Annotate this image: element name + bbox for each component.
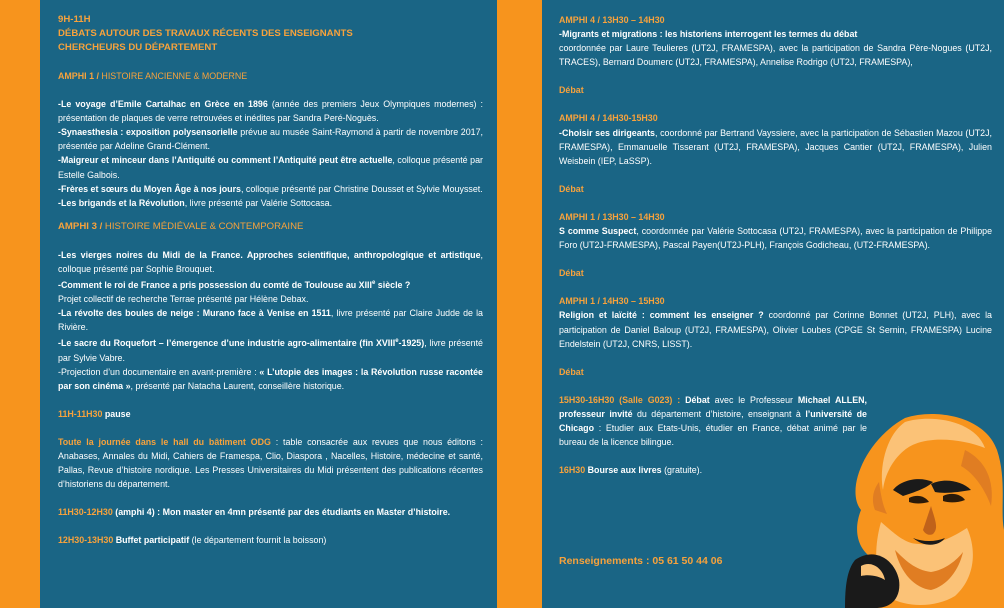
middle-orange-stripe [497,0,542,608]
book-fair: 16H30 Bourse aux livres (gratuite). [559,465,703,476]
hall-info: Toute la journée dans le hall du bâtiment ODG : table consacrée aux revues que nous éditons : Anabases, Annales du Midi, Cahiers de Framespa, Clio, Diaspora , Nacelles, Histoire, médecine et santé, Pallas, Revue d’histoire nordique. Les Presses Universitaires du Midi présentent des publications récentes d’historiens du département. [58,436,483,490]
amphi3-item: -La révolte des boules de neige : Murano face à Venise en 1511, livre présenté par Claire Judde de la Rivière. [58,308,483,333]
master-slot: 11H30-12H30 (amphi 4) : Mon master en 4mn présenté par des étudiants en Master d’histoire. [58,507,451,518]
amphi3-item: -Projection d’un documentaire en avant-première : « L’utopie des images : la Révolution russe racontée par son cinéma », présenté par Natacha Laurent, conseillère historique. [58,366,483,391]
session-suspect-heading: AMPHI 1 / 13H30 – 14H30 [559,211,665,222]
morning-time: 9H-11H [58,14,91,25]
pause-slot: 11H-11H30 pause [58,408,131,419]
session-religion-heading: AMPHI 1 / 14H30 – 15H30 [559,296,665,307]
contact-phone: Renseignements : 05 61 50 44 06 [559,555,723,567]
session-migrants-heading: AMPHI 4 / 13H30 – 14H30 [559,15,665,25]
debat-label: Débat [559,183,584,194]
session-suspect-body: S comme Suspect, coordonnée par Valérie Sottocasa (UT2J, FRAMESPA), avec la participation de Philippe Foro (UT2J-FRAMESPA), Pascal Payen(UT2J-PLH), François Godicheau, (UT2-FRAMESPA). [559,226,992,251]
session-religion-body: Religion et laïcité : comment les enseigner ? coordonné par Corinne Bonnet (UT2J, PLH), avec la participation de Daniel Baloup (UT2J, FRAMESPA), Olivier Loubes (CPGE St Sernin, FRAMESPA) Lucine Endelstein (UT2J, CNRS, LISST). [559,310,992,349]
session-migrants-body: -Migrants et migrations : les historiens interrogent les termes du débat coordonnée par Laure Teulieres (UT2J, FRAMESPA), avec la participation de Sandra Père-Nogues (UT2J, TRACES), Bernard Doumerc (UT2J, FRAMESPA), Annelise Rodrigo (UT2J, FRAMESPA), [559,29,992,68]
amphi1-item: -Le voyage d’Emile Cartalhac en Grèce en 1896 (année des premiers Jeux Olympiques modernes) : présentation de plaques de verre retrouvées et inédites par Sandra Peré-Noguès. [58,99,484,124]
amphi3-item: -Les vierges noires du Midi de la France. Approches scientifique, anthropologique et artistique, colloque présenté par Sophie Brouquet. [58,249,483,275]
amphi1-item: -Maigreur et minceur dans l’Antiquité ou comment l’Antiquité peut être actuelle, colloque présenté par Estelle Galbois. [58,155,483,180]
session-dirigeants-heading: AMPHI 4 / 14H30-15H30 [559,113,658,124]
section-heading-line2: CHERCHEURS DU DÉPARTEMENT [58,42,218,53]
amphi3-title: AMPHI 3 / HISTOIRE MÉDIÉVALE & CONTEMPORAINE [58,220,304,232]
section-heading-line1: DÉBATS AUTOUR DES TRAVAUX RÉCENTS DES ENSEIGNANTS [58,28,353,39]
historian-portrait-illustration [835,410,1004,608]
amphi1-item: -Les brigands et la Révolution, livre présenté par Valérie Sottocasa. [58,197,333,208]
buffet-slot: 12H30-13H30 Buffet participatif (le département fournit la boisson) [58,535,327,546]
allen-debate: 15H30-16H30 (Salle G023) : Débat avec le Professeur Michael ALLEN, professeur invité du département d’histoire, enseignant à l’université de Chicago : Etudier aux Etats-Unis, étudier en France, débat animé par le bureau de la licence bilingue. [559,394,867,448]
amphi1-item: -Synaesthesia : exposition polysensorielle prévue au musée Saint-Raymond à partir de novembre 2017, présentée par Adeline Grand-Clément. [58,127,483,152]
session-dirigeants-body: -Choisir ses dirigeants, coordonné par Bertrand Vayssiere, avec la participation de Sébastien Mazou (UT2J, FRAMESPA), Emmanuelle Tisserant (UT2J, FRAMESPA), Jacques Cantier (UT2J, FRAMESPA), Julien Weisbein (IEP, LaSSP). [559,127,992,166]
amphi1-title: AMPHI 1 / HISTOIRE ANCIENNE & MODERNE [58,71,248,81]
debat-label: Débat [559,85,584,96]
left-orange-stripe [0,0,40,608]
debat-label: Débat [559,268,584,279]
amphi3-item: -Comment le roi de France a pris possession du comté de Toulouse au XIIIe siècle ? Projet collectif de recherche Terrae présenté par Hélène Debax. [58,280,411,305]
amphi1-item: -Frères et sœurs du Moyen Âge à nos jours, colloque présenté par Christine Dousset et Sylvie Mouysset. [58,183,483,194]
debat-label: Débat [559,366,584,377]
amphi3-item: -Le sacre du Roquefort – l’émergence d’une industrie agro-alimentaire (fin XVIIIe-1925), livre présenté par Sylvie Vabre. [58,338,483,363]
left-program-panel [40,0,497,608]
